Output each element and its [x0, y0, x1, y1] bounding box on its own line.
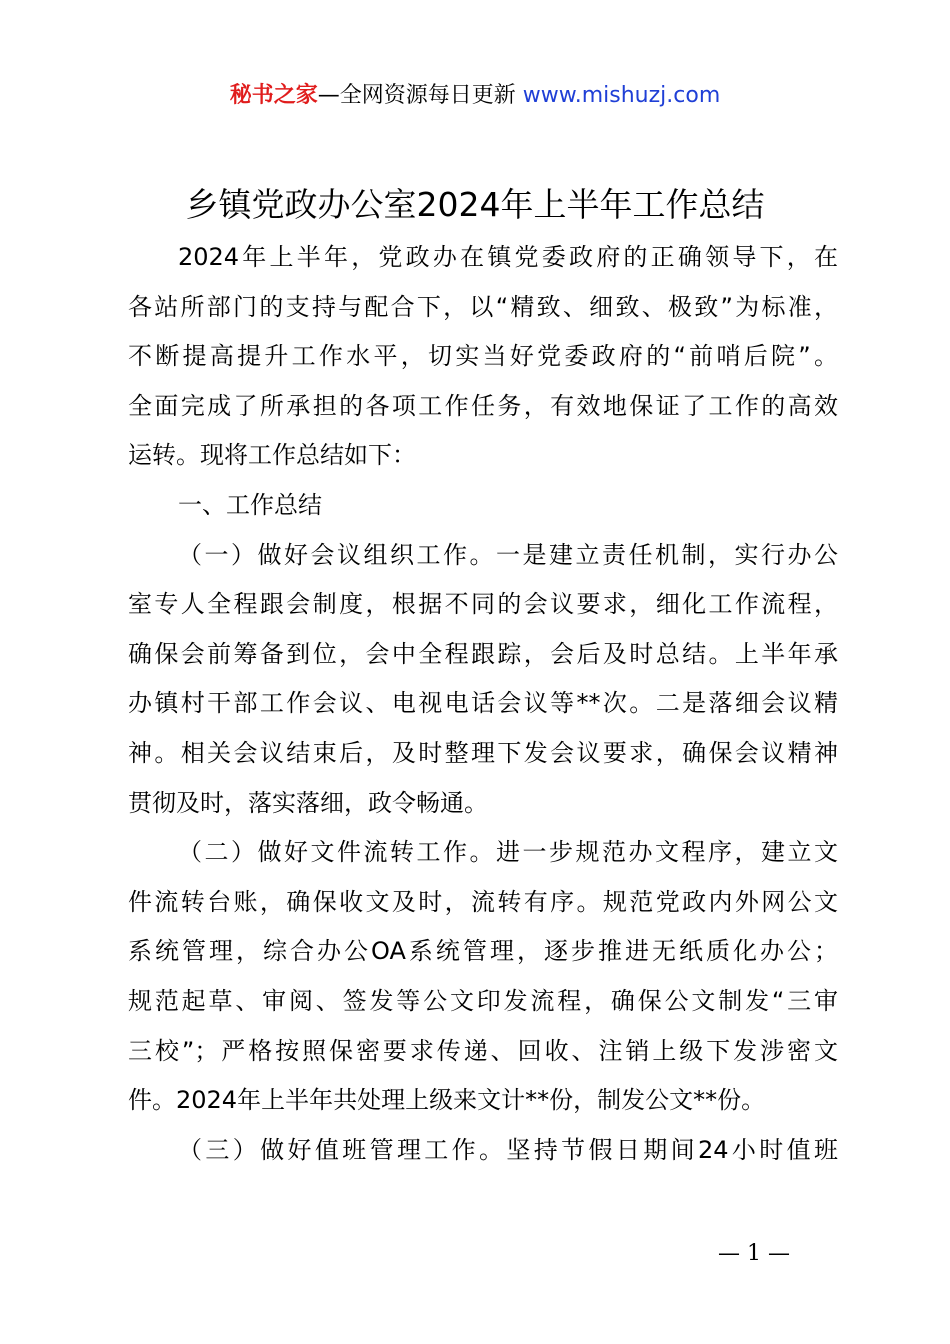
body-line: （一）做好会议组织工作。一是建立责任机制，实行办公	[178, 540, 838, 569]
site-tagline: —全网资源每日更新	[317, 83, 516, 108]
body-line: 2024年上半年，党政办在镇党委政府的正确领导下，在	[178, 243, 838, 271]
body-line: （三）做好值班管理工作。坚持节假日期间24小时值班	[178, 1135, 838, 1164]
document-title: 乡镇党政办公室2024年上半年工作总结	[185, 185, 765, 224]
body-line: 不断提高提升工作水平，切实当好党委政府的“前哨后院”。	[128, 342, 838, 371]
body-line: 三校”；严格按照保密要求传递、回收、注销上级下发涉密文	[128, 1036, 838, 1065]
body-line: 贯彻及时，落实落细，政令畅通。	[128, 788, 488, 817]
document-body	[128, 233, 838, 1175]
body-line: 神。相关会议结束后，及时整理下发会议要求，确保会议精神	[128, 738, 838, 767]
body-line: （二）做好文件流转工作。进一步规范办文程序，建立文	[178, 838, 838, 867]
body-line: 件。2024年上半年共处理上级来文计**份，制发公文**份。	[128, 1086, 766, 1115]
body-line: 系统管理，综合办公OA系统管理，逐步推进无纸质化办公；	[128, 937, 838, 966]
section-heading: 一、工作总结	[178, 490, 322, 519]
body-line: 件流转台账，确保收文及时，流转有序。规范党政内外网公文	[128, 887, 838, 916]
site-header	[0, 80, 950, 112]
body-line: 确保会前筹备到位，会中全程跟踪，会后及时总结。上半年承	[128, 639, 838, 668]
site-brand: 秘书之家	[229, 83, 318, 108]
body-line: 各站所部门的支持与配合下，以“精致、细致、极致”为标准，	[128, 292, 838, 321]
body-line: 运转。现将工作总结如下：	[128, 441, 416, 470]
body-line: 全面完成了所承担的各项工作任务，有效地保证了工作的高效	[128, 391, 838, 420]
body-line: 室专人全程跟会制度，根据不同的会议要求，细化工作流程，	[128, 590, 838, 619]
site-url-link[interactable]: www.mishuzj.com	[522, 83, 721, 108]
body-line: 办镇村干部工作会议、电视电话会议等**次。二是落细会议精	[128, 689, 838, 718]
page-number: — 1 —	[718, 1241, 790, 1266]
body-line: 规范起草、审阅、签发等公文印发流程，确保公文制发“三审	[128, 986, 838, 1015]
